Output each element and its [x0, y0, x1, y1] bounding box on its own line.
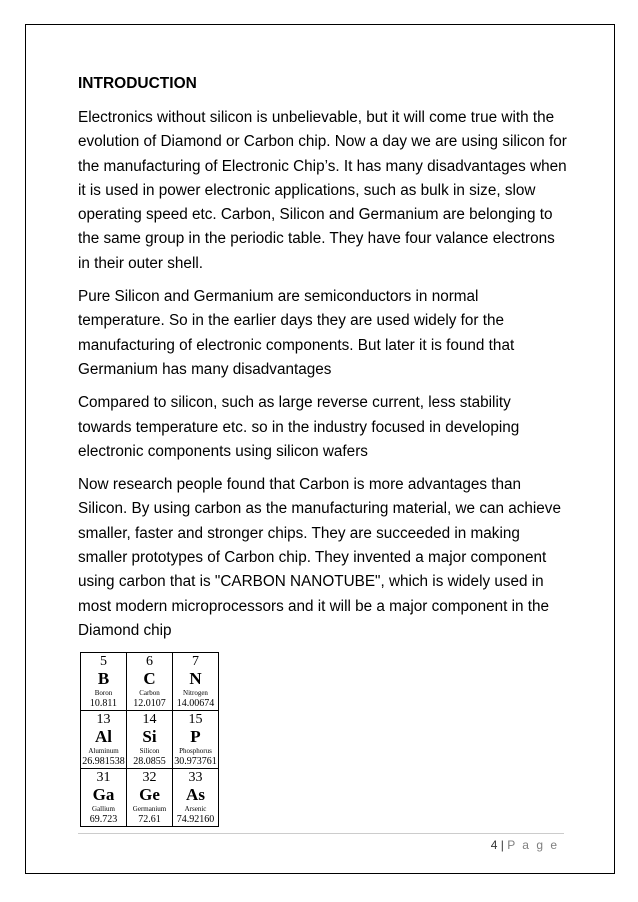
section-heading: INTRODUCTION — [78, 75, 197, 92]
atomic-mass: 69.723 — [89, 814, 118, 825]
atomic-number: 31 — [96, 770, 111, 785]
element-symbol: N — [189, 669, 202, 688]
page-footer — [78, 838, 559, 852]
element-cell — [81, 653, 127, 711]
element-name: Germanium — [132, 805, 167, 813]
element-name: Silicon — [139, 747, 160, 755]
atomic-number: 7 — [192, 654, 199, 669]
atomic-number: 14 — [142, 712, 157, 727]
element-cell — [173, 769, 219, 827]
element-cell — [127, 769, 173, 827]
paragraph: Pure Silicon and Germanium are semiconductors in normal temperature. So in the earlier days they are used widely for the manufacturing of electronic components. But later it is found that Germanium has many disadvantages — [78, 288, 515, 378]
element-symbol: Al — [95, 727, 112, 746]
atomic-mass: 30.973761 — [174, 756, 217, 767]
element-symbol: Si — [142, 727, 157, 746]
atomic-mass: 10.811 — [89, 698, 118, 709]
table-row — [81, 711, 219, 769]
table-row — [81, 653, 219, 711]
element-name: Gallium — [92, 805, 115, 813]
footer-separator: | — [500, 838, 504, 852]
element-cell — [127, 711, 173, 769]
atomic-number: 6 — [146, 654, 153, 669]
footer-divider — [78, 833, 564, 834]
paragraph: Compared to silicon, such as large reverse current, less stability towards temperature etc. so in the industry focused in developing electronic components using silicon wafers — [78, 394, 520, 460]
atomic-mass: 14.00674 — [176, 698, 215, 709]
table-row — [81, 769, 219, 827]
element-name: Phosphorus — [179, 747, 212, 755]
element-name: Boron — [94, 689, 113, 697]
atomic-number: 13 — [96, 712, 111, 727]
element-symbol: As — [186, 785, 205, 804]
document-body — [78, 74, 568, 652]
element-cell — [173, 711, 219, 769]
element-symbol: C — [143, 669, 156, 688]
atomic-mass: 26.981538 — [82, 756, 125, 767]
page-label: P a g e — [507, 838, 559, 852]
element-symbol: P — [190, 727, 201, 746]
paragraph: Electronics without silicon is unbelievable, but it will come true with the evolution of Diamond or Carbon chip. Now a day we are using silicon for the manufacturing of Electronic Chip’s. It has many disadvantages when it is used in power electronic applications, such as bulk in size, slow operating speed etc. Carbon, Silicon and Germanium are belonging to the same group in the periodic table. They have four valance electrons in their outer shell. — [78, 109, 567, 272]
element-cell — [81, 711, 127, 769]
element-cell — [173, 653, 219, 711]
atomic-mass: 28.0855 — [133, 756, 166, 767]
atomic-mass: 74.92160 — [176, 814, 215, 825]
atomic-number: 5 — [100, 654, 107, 669]
element-name: Arsenic — [184, 805, 207, 813]
atomic-number: 32 — [142, 770, 157, 785]
atomic-number: 15 — [188, 712, 203, 727]
element-name: Carbon — [139, 689, 160, 697]
paragraph: Now research people found that Carbon is more advantages than Silicon. By using carbon as the manufacturing material, we can achieve smaller, faster and stronger chips. They are succeeded in making smaller prototypes of Carbon chip. They invented a major component using carbon that is "CARBON NANOTUBE", which is widely used in most modern microprocessors and it will be a major component in the Diamond chip — [78, 476, 561, 639]
element-name: Aluminum — [88, 747, 119, 755]
element-symbol: Ga — [92, 785, 115, 804]
atomic-mass: 72.61 — [138, 814, 161, 825]
element-name: Nitrogen — [183, 689, 208, 697]
element-symbol: B — [97, 669, 110, 688]
atomic-mass: 12.0107 — [133, 698, 166, 709]
atomic-number: 33 — [188, 770, 203, 785]
page-number: 4 — [490, 838, 498, 852]
periodic-table-excerpt — [80, 652, 219, 827]
element-symbol: Ge — [139, 785, 160, 804]
element-cell — [127, 653, 173, 711]
element-cell — [81, 769, 127, 827]
